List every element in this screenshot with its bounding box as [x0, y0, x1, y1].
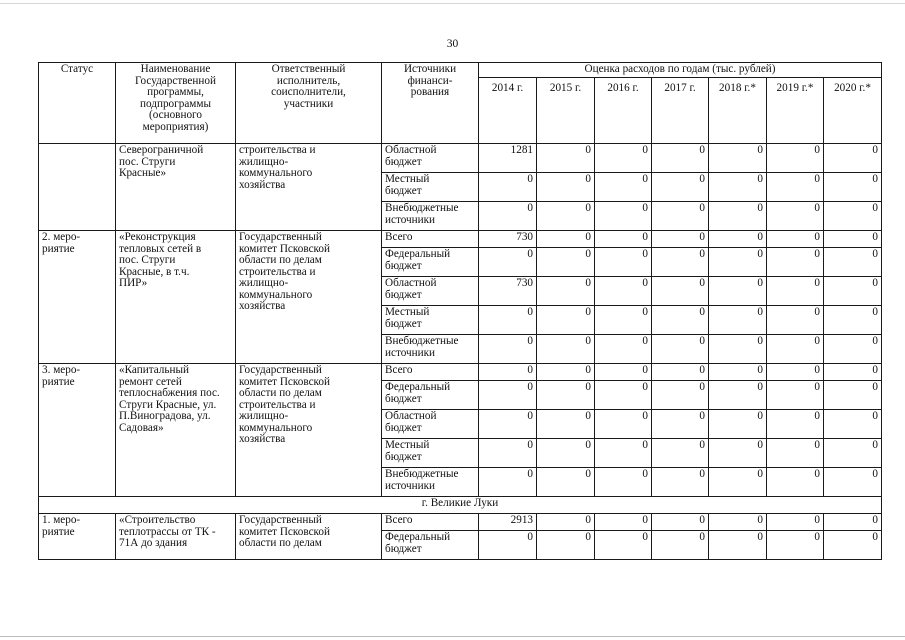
- cell-value: 0: [479, 468, 537, 497]
- cell-value: 0: [767, 381, 824, 410]
- cell-value: 0: [595, 144, 652, 173]
- cell-value: 0: [479, 335, 537, 364]
- header-status: Статус: [39, 63, 116, 144]
- cell-value: 0: [537, 231, 595, 248]
- cell-value: 0: [767, 231, 824, 248]
- cell-value: 0: [595, 514, 652, 531]
- cell-value: 0: [767, 277, 824, 306]
- cell-source: Всего: [382, 364, 479, 381]
- scan-edge-top: [0, 3, 905, 4]
- cell-status: 3. меро- риятие: [39, 364, 116, 497]
- cell-value: 0: [767, 248, 824, 277]
- cell-value: 0: [537, 364, 595, 381]
- cell-status: 2. меро- риятие: [39, 231, 116, 364]
- cell-value: 0: [652, 364, 709, 381]
- table-row: [39, 144, 882, 173]
- header-year: 2017 г.: [652, 78, 709, 144]
- cell-value: 0: [824, 173, 882, 202]
- table-row: [39, 364, 882, 381]
- cell-value: 0: [537, 248, 595, 277]
- cell-value: 0: [479, 439, 537, 468]
- cell-value: 0: [767, 439, 824, 468]
- cell-value: 0: [537, 335, 595, 364]
- cell-value: 0: [709, 231, 767, 248]
- cell-value: 0: [537, 439, 595, 468]
- cell-value: 0: [595, 531, 652, 560]
- cell-value: 0: [824, 514, 882, 531]
- cell-value: 0: [652, 410, 709, 439]
- header-executor: Ответственный исполнитель, соисполнители, участники: [236, 63, 382, 144]
- table-header: [39, 63, 882, 144]
- cell-value: 0: [479, 248, 537, 277]
- cell-value: 0: [652, 468, 709, 497]
- cell-value: 0: [709, 306, 767, 335]
- cell-value: 0: [595, 364, 652, 381]
- cell-value: 0: [537, 531, 595, 560]
- cell-executor: Государственный комитет Псковской области по делам строительства и жилищно- коммунального хозяйства: [236, 364, 382, 497]
- cell-value: 0: [824, 364, 882, 381]
- cell-value: 0: [767, 514, 824, 531]
- cell-value: 0: [652, 248, 709, 277]
- section-title: г. Великие Луки: [39, 497, 882, 514]
- header-year: 2014 г.: [479, 78, 537, 144]
- cell-source: Внебюджетные источники: [382, 202, 479, 231]
- cell-value: 0: [767, 306, 824, 335]
- cell-value: 2913: [479, 514, 537, 531]
- cell-value: 0: [709, 202, 767, 231]
- cell-value: 0: [652, 514, 709, 531]
- cell-value: 0: [767, 173, 824, 202]
- cell-value: 0: [479, 364, 537, 381]
- cell-value: 0: [767, 202, 824, 231]
- cell-value: 0: [709, 439, 767, 468]
- cell-value: 0: [479, 410, 537, 439]
- cell-source: Областной бюджет: [382, 410, 479, 439]
- cell-value: 0: [595, 248, 652, 277]
- cell-value: 0: [652, 231, 709, 248]
- cell-source: Местный бюджет: [382, 439, 479, 468]
- cell-value: 0: [479, 531, 537, 560]
- header-name: Наименование Государственной программы, подпрограммы (основного мероприятия): [116, 63, 236, 144]
- cell-value: 0: [652, 173, 709, 202]
- cell-executor: строительства и жилищно- коммунального хозяйства: [236, 144, 382, 231]
- cell-source: Федеральный бюджет: [382, 381, 479, 410]
- cell-source: Федеральный бюджет: [382, 248, 479, 277]
- cell-value: 0: [824, 248, 882, 277]
- cell-value: 730: [479, 277, 537, 306]
- cell-value: 0: [767, 364, 824, 381]
- cell-value: 0: [652, 277, 709, 306]
- cell-value: 0: [709, 531, 767, 560]
- cell-value: 0: [479, 381, 537, 410]
- cell-value: 0: [709, 514, 767, 531]
- cell-value: 0: [537, 144, 595, 173]
- header-year: 2019 г.*: [767, 78, 824, 144]
- cell-executor: Государственный комитет Псковской области по делам строительства и жилищно- коммунального хозяйства: [236, 231, 382, 364]
- table-row: [39, 231, 882, 248]
- cell-source: Федеральный бюджет: [382, 531, 479, 560]
- section-row: [39, 497, 882, 514]
- cell-value: 0: [767, 468, 824, 497]
- cell-value: 0: [709, 364, 767, 381]
- header-year: 2015 г.: [537, 78, 595, 144]
- cell-value: 0: [595, 381, 652, 410]
- cell-value: 0: [537, 202, 595, 231]
- cell-status: 1. меро- риятие: [39, 514, 116, 560]
- header-sources: Источники финанси- рования: [382, 63, 479, 144]
- cell-source: Местный бюджет: [382, 173, 479, 202]
- cell-value: 0: [595, 439, 652, 468]
- header-year: 2020 г.*: [824, 78, 882, 144]
- cell-value: 0: [595, 231, 652, 248]
- cell-value: 0: [824, 381, 882, 410]
- cell-value: 1281: [479, 144, 537, 173]
- cell-value: 0: [824, 468, 882, 497]
- cell-value: 0: [767, 335, 824, 364]
- cell-value: 0: [595, 306, 652, 335]
- cell-value: 0: [479, 173, 537, 202]
- cell-value: 0: [537, 410, 595, 439]
- cell-value: 0: [824, 410, 882, 439]
- cell-value: 0: [709, 468, 767, 497]
- cell-executor: Государственный комитет Псковской области по делам: [236, 514, 382, 560]
- table-body: [39, 144, 882, 560]
- cell-value: 0: [709, 381, 767, 410]
- table-row: [39, 514, 882, 531]
- cell-value: 0: [537, 381, 595, 410]
- cell-value: 0: [652, 335, 709, 364]
- cell-name: «Капитальный ремонт сетей теплоснабжения пос. Струги Красные, ул. П.Виноградова, ул. Садовая»: [116, 364, 236, 497]
- cell-source: Внебюджетные источники: [382, 468, 479, 497]
- cell-value: 0: [652, 306, 709, 335]
- cell-value: 0: [709, 335, 767, 364]
- cell-value: 0: [595, 277, 652, 306]
- cell-value: 0: [537, 277, 595, 306]
- cell-value: 0: [537, 306, 595, 335]
- cell-value: 0: [595, 410, 652, 439]
- cell-value: 0: [824, 439, 882, 468]
- budget-table: [38, 62, 882, 560]
- cell-value: 0: [595, 173, 652, 202]
- header-estimate: Оценка расходов по годам (тыс. рублей): [479, 63, 882, 78]
- cell-value: 0: [595, 335, 652, 364]
- cell-source: Местный бюджет: [382, 306, 479, 335]
- cell-value: 0: [709, 248, 767, 277]
- cell-value: 0: [537, 173, 595, 202]
- cell-value: 0: [767, 410, 824, 439]
- cell-value: 0: [652, 202, 709, 231]
- cell-value: 0: [709, 277, 767, 306]
- cell-value: 0: [824, 144, 882, 173]
- cell-name: «Строительство теплотрассы от ТК - 71А до здания: [116, 514, 236, 560]
- cell-value: 730: [479, 231, 537, 248]
- cell-value: 0: [709, 173, 767, 202]
- cell-value: 0: [824, 335, 882, 364]
- scan-edge-bottom: [0, 636, 905, 637]
- page-number: 30: [446, 38, 459, 50]
- cell-value: 0: [652, 531, 709, 560]
- cell-value: 0: [824, 306, 882, 335]
- cell-value: 0: [595, 468, 652, 497]
- cell-source: Внебюджетные источники: [382, 335, 479, 364]
- cell-source: Областной бюджет: [382, 277, 479, 306]
- header-year: 2018 г.*: [709, 78, 767, 144]
- cell-value: 0: [652, 381, 709, 410]
- cell-source: Областной бюджет: [382, 144, 479, 173]
- cell-value: 0: [824, 277, 882, 306]
- cell-name: «Реконструкция тепловых сетей в пос. Струги Красные, в т.ч. ПИР»: [116, 231, 236, 364]
- cell-value: 0: [479, 306, 537, 335]
- cell-value: 0: [824, 531, 882, 560]
- cell-status: [39, 144, 116, 231]
- cell-source: Всего: [382, 231, 479, 248]
- cell-value: 0: [595, 202, 652, 231]
- header-year: 2016 г.: [595, 78, 652, 144]
- cell-value: 0: [767, 144, 824, 173]
- cell-value: 0: [709, 410, 767, 439]
- cell-value: 0: [652, 144, 709, 173]
- cell-value: 0: [824, 202, 882, 231]
- cell-name: Северограничной пос. Струги Красные»: [116, 144, 236, 231]
- cell-source: Всего: [382, 514, 479, 531]
- cell-value: 0: [709, 144, 767, 173]
- cell-value: 0: [824, 231, 882, 248]
- cell-value: 0: [479, 202, 537, 231]
- cell-value: 0: [537, 468, 595, 497]
- cell-value: 0: [537, 514, 595, 531]
- cell-value: 0: [767, 531, 824, 560]
- cell-value: 0: [652, 439, 709, 468]
